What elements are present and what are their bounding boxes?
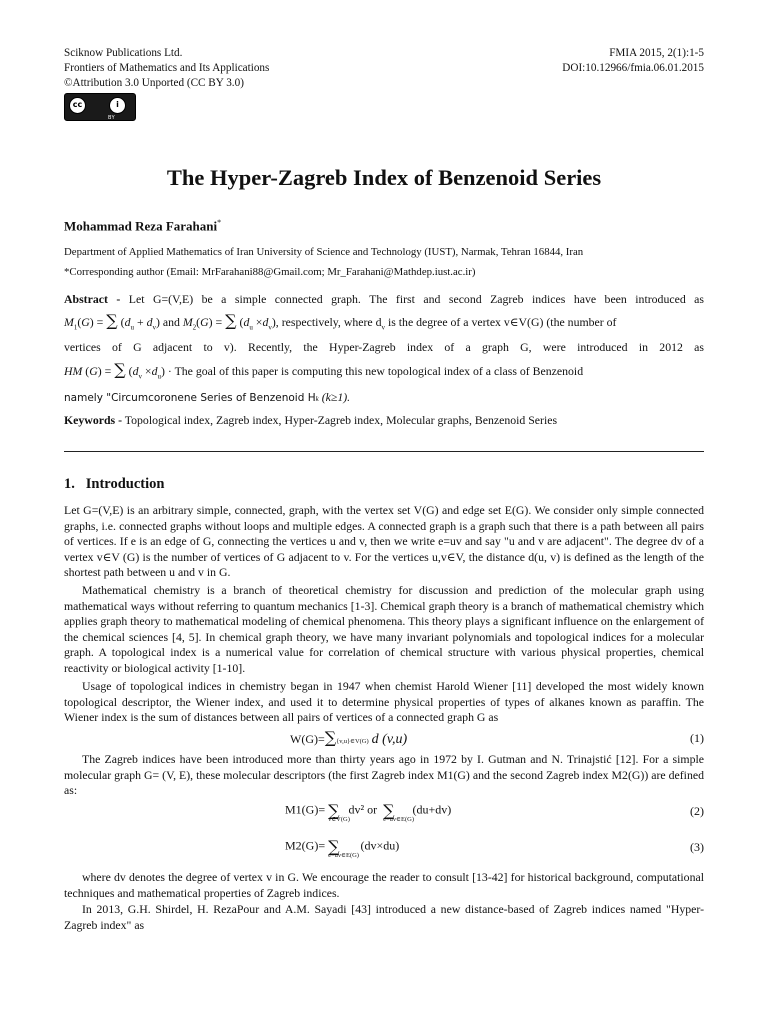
equation-3: M2(G)= ∑ e=uv∈E(G) (dv×du)	[285, 837, 400, 859]
abstract-text-1: Let G=(V,E) be a simple connected graph. The first and second Zagreb indices have been introduced as	[128, 292, 705, 306]
eq3-lhs: M2(G)=	[285, 838, 326, 853]
abstract-text-5: namely "Circumcoronene Series of Benzenoid H	[64, 392, 316, 404]
eq3-rhs: (dv×du)	[360, 838, 400, 853]
paragraph-2: Mathematical chemistry is a branch of theoretical chemistry for discussion and prediction of the molecular graph using mathematical ways without referring to quantum mechanics [1-3]. Chemical graph theory is a branch of mathematical chemistry which applies graph theory to mathematical modeling of chemical phenomena. This theory plays a significant influence on the enlargement of the chemical sciences [4, 5]. In chemical graph theory, we have many invariant polynomials and topological indices for a molecular graph. A topological index is a numerical value for correlation of chemical structure with various physical properties, chemical reactivity or biological activity [1-10].	[64, 583, 704, 675]
author-name: Mohammad Reza Farahani	[64, 218, 218, 234]
eq2-rhs: (du+dv)	[412, 802, 452, 817]
corresponding-author: *Corresponding author (Email: MrFarahani88@Gmail.com; Mr_Farahani@Mathdep.iust.ac.ir)	[64, 266, 476, 278]
paragraph-4: The Zagreb indices have been introduced more than thirty years ago in 1972 by I. Gutman and N. Trinajstić [12]. For a simple molecular graph G= (V, E), these molecular descriptors (the first Zagreb index M1(G) and the second Zagreb index M2(G)) are defined as:	[64, 752, 704, 798]
keywords-label: Keywords -	[64, 413, 122, 427]
equation-3-number: (3)	[690, 840, 704, 854]
section-number: 1.	[64, 476, 75, 492]
section-divider	[64, 451, 704, 452]
abstract-line-4	[64, 362, 704, 384]
badge-by-label: BY	[108, 115, 116, 121]
paragraph-1: Let G=(V,E) is an arbitrary simple, connected, graph, with the vertex set V(G) and edge set E(G). We consider only simple connected graphs, i.e. connected graphs without loops and multiple edges. A connected graph is a graph such that there is a path between all pairs of vertices. If e is an edge of G, connecting the vertices u and v, then we write e=uv and say "u and v are adjacent". The degree dv of a vertex v∈V (G) is the number of vertices of G adjacent to v. For the vertices u,v∈V, the distance d(u, v) is defined as the length of the shortest path between u and v in G.	[64, 503, 704, 580]
abstract-line-3: vertices of G adjacent to v). Recently, the Hyper-Zagreb index of a graph G, were introduced in 2012 as	[64, 340, 704, 354]
section-title: Introduction	[85, 476, 165, 492]
keywords-line	[64, 413, 557, 428]
license-text: ©Attribution 3.0 Unported (CC BY 3.0)	[64, 77, 244, 89]
eq2-mid: dv² or	[348, 802, 378, 817]
section-heading	[64, 476, 164, 493]
abstract-text-2: respectively, where d	[281, 315, 382, 329]
author-line	[64, 218, 221, 234]
abstract-text-2b: is the degree of a vertex v∈V(G) (the number of	[387, 315, 617, 329]
author-mark: *	[217, 218, 222, 227]
abstract-text-5b: (k≥1).	[321, 390, 351, 404]
citation: FMIA 2015, 2(1):1-5	[609, 47, 704, 59]
keywords-text: Topological index, Zagreb index, Hyper-Zagreb index, Molecular graphs, Benzenoid Series	[124, 413, 558, 427]
header-left	[64, 46, 269, 91]
eq1-rhs: d (v,u)	[371, 732, 408, 747]
abstract-line-2: $M_1(G)$ = ∑ $(d_u + d_v)$ and $M_2(G)$ = ∑ $(d_u \times d_v)$, respectively, where $d_v$ is the degree of a vertex v∈V(G) (the number of	[64, 311, 617, 332]
eq2-lhs: M1(G)=	[285, 802, 326, 817]
eq2-sub2: e=uv∈E(G)	[383, 816, 414, 823]
hm-formula: HM (G) = ∑ $(d_v \times d_u)$ ·	[64, 360, 172, 381]
publisher: Sciknow Publications Ltd.	[64, 47, 183, 59]
person-icon: i	[109, 97, 126, 114]
eq2-sub1: v∈V(G)	[328, 816, 350, 823]
equation-1-number: (1)	[690, 731, 704, 745]
paragraph-6: In 2013, G.H. Shirdel, H. RezaPour and A.M. Sayadi [43] introduced a new distance-based of Zagreb indices named "Hyper-Zagreb index" as	[64, 902, 704, 932]
paragraph-3: Usage of topological indices in chemistry began in 1947 when chemist Harold Wiener [11] developed the most widely known topological descriptor, the Wiener index, and used it to determine physical properties of types of alkanes known as paraffin. The Wiener index is the sum of distances between all pairs of vertices of a connected graph G as	[64, 679, 704, 725]
affiliation: Department of Applied Mathematics of Iran University of Science and Technology (IUST), Narmak, Tehran 16844, Iran	[64, 246, 584, 258]
journal-name: Frontiers of Mathematics and Its Applications	[64, 62, 270, 74]
cc-by-badge	[64, 93, 136, 121]
header-right	[562, 46, 704, 76]
paragraph-5: where dv denotes the degree of vertex v in G. We encourage the reader to consult [13-42] for historical background, computational techniques and mathematical properties of Zagreb indices.	[64, 870, 704, 900]
equation-2: M1(G)= ∑ v∈V(G) dv² or ∑ e=uv∈E(G) (du+dv)	[285, 801, 452, 823]
m1-formula: $M_1(G)$ = ∑ $(d_u + d_v)$	[64, 311, 160, 332]
m2-formula: $M_2(G)$ = ∑ $(d_u \times d_v)$,	[182, 311, 279, 332]
equation-1: W(G)=∑{v,u}∈V(G) d (v,u)	[290, 728, 408, 747]
paper-title: The Hyper-Zagreb Index of Benzenoid Series	[166, 165, 602, 190]
abstract-line-5: namely "Circumcoronene Series of Benzenoid Hk (k≥1).	[64, 390, 351, 404]
equation-2-number: (2)	[690, 804, 704, 818]
eq1-sub: {v,u}∈V(G)	[336, 738, 369, 745]
doi: DOI:10.12966/fmia.06.01.2015	[562, 62, 704, 74]
cc-icon: cc	[69, 97, 86, 114]
abstract-line-1	[64, 292, 704, 307]
abstract-text-4: The goal of this paper is computing this new topological index of a class of Benzenoid	[174, 364, 584, 378]
eq3-sub: e=uv∈E(G)	[328, 852, 359, 859]
eq1-lhs: W(G)=	[290, 732, 325, 746]
abstract-label: Abstract -	[64, 292, 121, 306]
